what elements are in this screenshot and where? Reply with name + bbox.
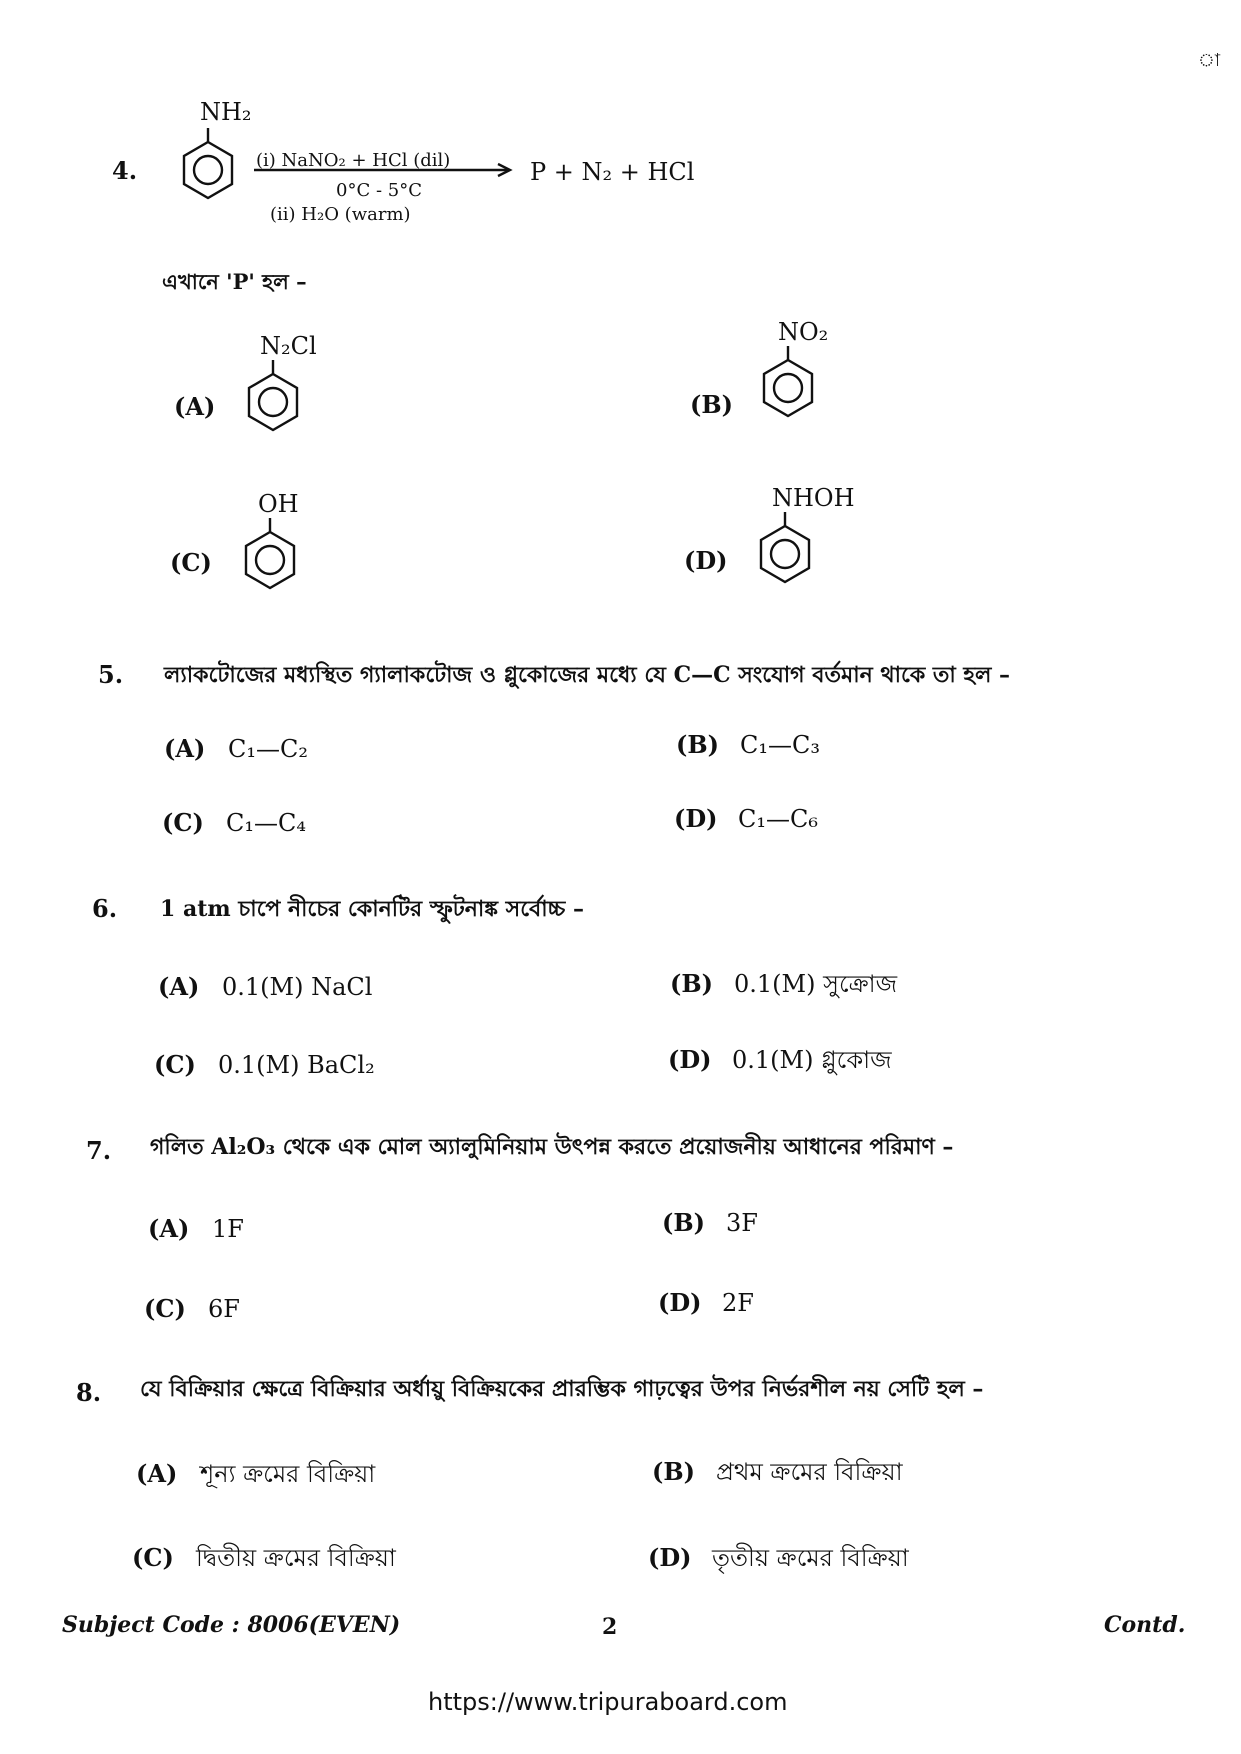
subject-code: Subject Code : 8006(EVEN) xyxy=(62,1612,401,1638)
q4-reagent-bottom: (ii) H₂O (warm) xyxy=(270,204,411,225)
contd-label: Contd. xyxy=(1104,1612,1186,1638)
q5-option-a: (A) C₁—C₂ xyxy=(164,734,308,763)
q4-reactant-group: NH₂ xyxy=(200,98,252,126)
q4-reagent-mid: 0°C - 5°C xyxy=(336,180,422,201)
question-5-number: 5. xyxy=(98,660,124,689)
q5-option-c: (C) C₁—C₄ xyxy=(162,808,306,837)
q7-option-b: (B) 3F xyxy=(662,1208,758,1237)
question-8-stem: যে বিক্রিয়ার ক্ষেত্রে বিক্রিয়ার অর্ধায়ু বিক্রিয়কের প্রারম্ভিক গাঢ়ত্বের উপর নির্ভরশীল নয় সেটি হল – xyxy=(140,1376,984,1402)
question-6-number: 6. xyxy=(92,894,118,923)
q7-option-c: (C) 6F xyxy=(144,1294,240,1323)
source-url-link[interactable]: https://www.tripuraboard.com xyxy=(428,1688,788,1716)
q5-option-b: (B) C₁—C₃ xyxy=(676,730,820,759)
q5-option-d: (D) C₁—C₆ xyxy=(674,804,818,833)
question-4-number: 4. xyxy=(112,156,138,185)
q4-option-c-benzene-icon xyxy=(240,518,300,596)
corner-mark: া xyxy=(1198,50,1221,71)
q6-option-a: (A) 0.1(M) NaCl xyxy=(158,972,373,1001)
q4-option-d-benzene-icon xyxy=(755,512,815,590)
q6-option-c: (C) 0.1(M) BaCl₂ xyxy=(154,1050,375,1079)
q7-option-d: (D) 2F xyxy=(658,1288,754,1317)
q4-option-c-group: OH xyxy=(258,490,299,518)
q4-option-b-group: NO₂ xyxy=(778,318,829,346)
q4-option-d-label: (D) xyxy=(684,546,728,575)
page-number: 2 xyxy=(602,1614,618,1640)
q8-option-b: (B) প্রথম ক্রমের বিক্রিয়া xyxy=(652,1457,903,1486)
question-6-stem: 1 atm চাপে নীচের কোনটির স্ফুটনাঙ্ক সর্বোচ্চ – xyxy=(160,896,584,922)
q4-option-b-benzene-icon xyxy=(758,346,818,424)
q4-option-b-label: (B) xyxy=(690,390,733,419)
q8-option-d: (D) তৃতীয় ক্রমের বিক্রিয়া xyxy=(648,1543,909,1572)
q4-option-a-benzene-icon xyxy=(243,360,303,438)
q8-option-c: (C) দ্বিতীয় ক্রমের বিক্রিয়া xyxy=(132,1543,396,1572)
q4-products: P + N₂ + HCl xyxy=(530,158,695,186)
q4-option-a-group: N₂Cl xyxy=(260,332,317,360)
question-8-number: 8. xyxy=(76,1378,102,1407)
q4-option-d-group: NHOH xyxy=(772,484,855,512)
q4-reaction-arrow-icon xyxy=(254,160,518,180)
question-7-stem: গলিত Al₂O₃ থেকে এক মোল অ্যালুমিনিয়াম উৎপন্ন করতে প্রয়োজনীয় আধানের পরিমাণ – xyxy=(150,1134,954,1160)
q7-option-a: (A) 1F xyxy=(148,1214,244,1243)
q8-option-a: (A) শূন্য ক্রমের বিক্রিয়া xyxy=(136,1459,376,1488)
question-5-stem: ল্যাকটোজের মধ্যস্থিত গ্যালাকটোজ ও গ্লুকোজের মধ্যে যে C—C সংযোগ বর্তমান থাকে তা হল – xyxy=(164,662,1011,688)
q6-option-d: (D) 0.1(M) গ্লুকোজ xyxy=(668,1045,892,1074)
question-7-number: 7. xyxy=(86,1136,112,1165)
question-4-stem: এখানে 'P' হল – xyxy=(162,269,307,294)
q4-benzene-ring-icon xyxy=(178,128,238,206)
q4-option-c-label: (C) xyxy=(170,548,212,577)
q4-option-a-label: (A) xyxy=(174,392,216,421)
q6-option-b: (B) 0.1(M) সুক্রোজ xyxy=(670,969,898,998)
q4-reagent-top: (i) NaNO₂ + HCl (dil) xyxy=(256,150,451,171)
